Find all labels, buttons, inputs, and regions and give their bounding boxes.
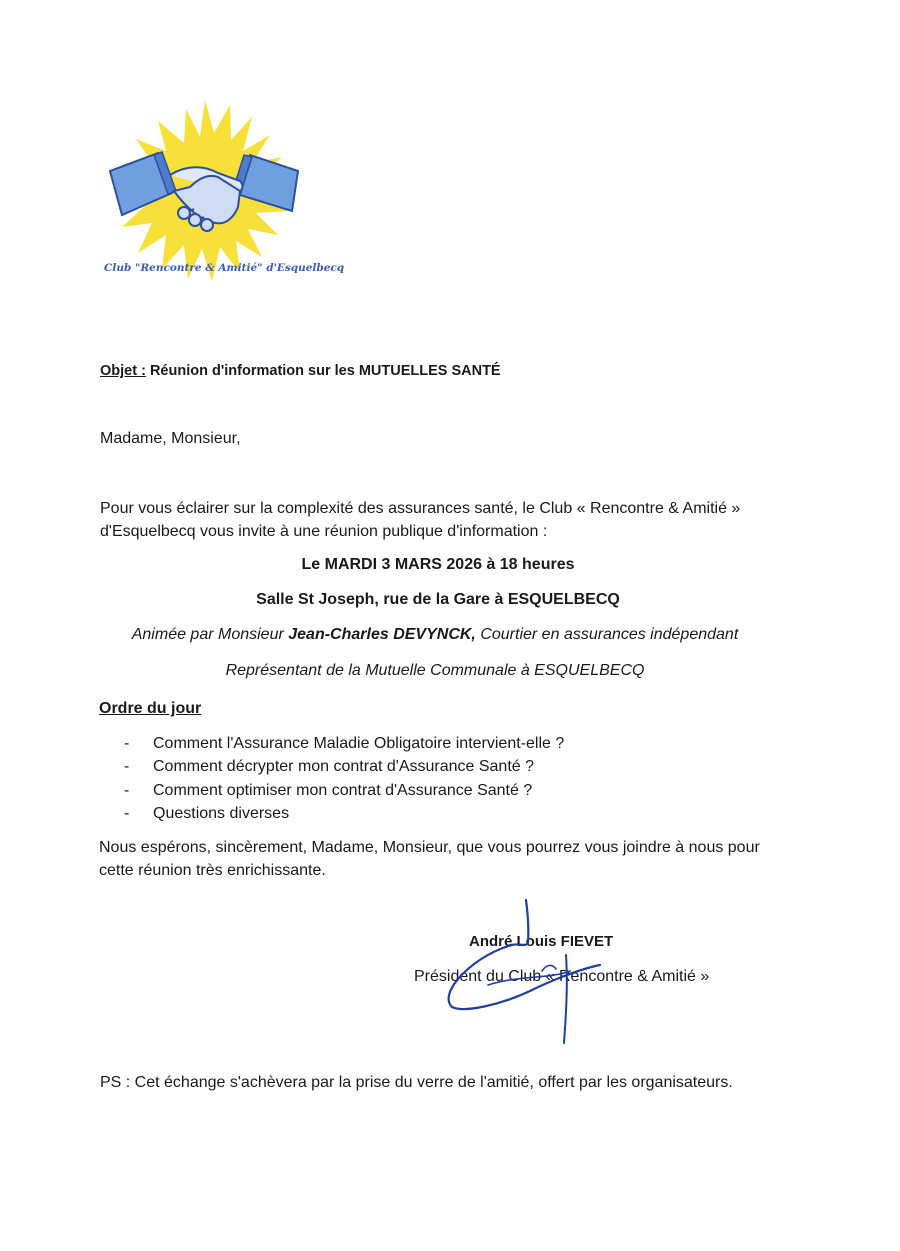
list-item xyxy=(124,755,564,778)
subject-text: Réunion d'information sur les MUTUELLES SANTÉ xyxy=(145,363,501,379)
closing-paragraph: Nous espérons, sincèrement, Madame, Monsieur, que vous pourrez vous joindre à nous pour cette réunion très enrichissante. xyxy=(99,839,760,879)
dash-bullet: - xyxy=(124,781,130,799)
handwritten-signature xyxy=(430,895,630,1050)
dash-bullet: - xyxy=(124,804,130,822)
list-item xyxy=(124,732,564,755)
signer-name: André Louis FIEVET xyxy=(469,933,614,950)
postscript: PS : Cet échange s'achèvera par la prise du verre de l'amitié, offert par les organisateurs. xyxy=(100,1074,733,1091)
intro-paragraph: Pour vous éclairer sur la complexité des assurances santé, le Club « Rencontre & Amitié » d'Esquelbecq vous invite à une réunion publique d'information : xyxy=(100,500,741,540)
subject-label: Objet : xyxy=(100,363,146,379)
host-prefix: Animée par Monsieur xyxy=(131,626,289,643)
host-name: Jean-Charles DEVYNCK, xyxy=(288,626,476,643)
agenda-item-text: Comment optimiser mon contrat d'Assurance Santé ? xyxy=(153,781,533,799)
signer-role: Président du Club « Rencontre & Amitié » xyxy=(414,968,710,985)
agenda-item-text: Questions diverses xyxy=(153,804,290,822)
logo-caption: Club "Rencontre & Amitié" d'Esquelbecq xyxy=(104,262,345,274)
greeting: Madame, Monsieur, xyxy=(100,430,241,447)
agenda-title: Ordre du jour xyxy=(99,700,202,717)
host-suffix: Courtier en assurances indépendant xyxy=(475,626,739,643)
agenda-item-text: Comment décrypter mon contrat d'Assurance Santé ? xyxy=(153,758,535,776)
list-item xyxy=(124,779,564,802)
agenda-item-text: Comment l'Assurance Maladie Obligatoire intervient-elle ? xyxy=(153,735,565,752)
list-item xyxy=(124,802,564,825)
dash-bullet: - xyxy=(124,758,130,776)
event-date: Le MARDI 3 MARS 2026 à 18 heures xyxy=(301,556,575,573)
subject-line xyxy=(100,360,501,383)
event-representative: Représentant de la Mutuelle Communale à ESQUELBECQ xyxy=(225,662,645,679)
event-place: Salle St Joseph, rue de la Gare à ESQUELBECQ xyxy=(256,591,620,608)
event-host xyxy=(0,626,885,644)
agenda-list xyxy=(124,732,564,825)
dash-bullet: - xyxy=(124,735,130,752)
